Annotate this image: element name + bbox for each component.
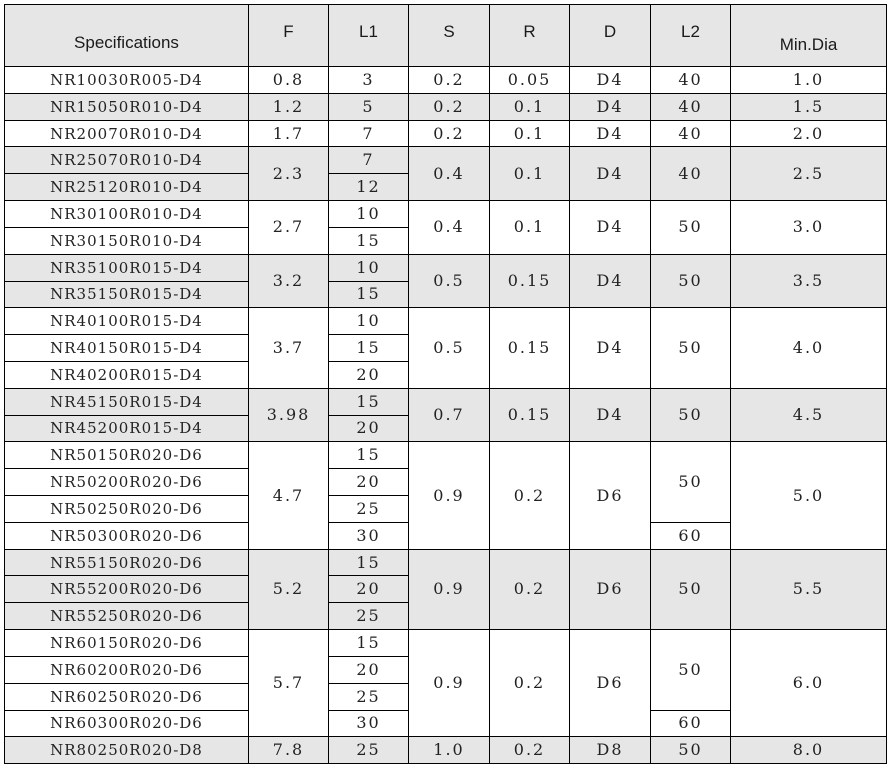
- r-cell: 0.05: [490, 67, 570, 94]
- min-dia-cell: 1.0: [731, 67, 887, 94]
- spec-cell: NR80250R020-D8: [5, 737, 249, 764]
- f-cell: 1.2: [249, 93, 329, 120]
- l1-cell: 20: [329, 415, 409, 442]
- spec-table-wrapper: [4, 4, 887, 764]
- l2-cell: 50: [651, 549, 731, 629]
- f-cell: 2.7: [249, 201, 329, 255]
- spec-cell: NR40200R015-D4: [5, 361, 249, 388]
- min-dia-cell: 8.0: [731, 737, 887, 764]
- spec-cell: NR30150R010-D4: [5, 227, 249, 254]
- table-header: [5, 5, 887, 67]
- table-row: [5, 254, 887, 281]
- header-min-dia: Min.Dia: [731, 5, 887, 67]
- f-cell: 3.2: [249, 254, 329, 308]
- l2-cell: 50: [651, 201, 731, 255]
- s-cell: 0.9: [409, 549, 490, 629]
- d-cell: D8: [570, 737, 651, 764]
- header-l1: L1: [329, 5, 409, 67]
- l1-cell: 20: [329, 361, 409, 388]
- spec-cell: NR25070R010-D4: [5, 147, 249, 174]
- spec-cell: NR50300R020-D6: [5, 522, 249, 549]
- r-cell: 0.2: [490, 549, 570, 629]
- spec-cell: NR50150R020-D6: [5, 442, 249, 469]
- l2-cell: 40: [651, 147, 731, 201]
- d-cell: D4: [570, 388, 651, 442]
- l2-cell: 40: [651, 93, 731, 120]
- l2-cell: 50: [651, 388, 731, 442]
- s-cell: 0.5: [409, 254, 490, 308]
- header-row: [5, 5, 887, 67]
- l2-cell: 40: [651, 67, 731, 94]
- l1-cell: 30: [329, 710, 409, 737]
- l1-cell: 15: [329, 549, 409, 576]
- f-cell: 3.98: [249, 388, 329, 442]
- min-dia-cell: 2.5: [731, 147, 887, 201]
- s-cell: 0.5: [409, 308, 490, 388]
- s-cell: 0.4: [409, 147, 490, 201]
- r-cell: 0.1: [490, 147, 570, 201]
- s-cell: 0.9: [409, 630, 490, 737]
- f-cell: 3.7: [249, 308, 329, 388]
- spec-cell: NR60200R020-D6: [5, 656, 249, 683]
- r-cell: 0.15: [490, 254, 570, 308]
- d-cell: D4: [570, 147, 651, 201]
- min-dia-cell: 3.0: [731, 201, 887, 255]
- l2-cell: 50: [651, 630, 731, 710]
- s-cell: 0.2: [409, 93, 490, 120]
- r-cell: 0.1: [490, 120, 570, 147]
- spec-cell: NR35100R015-D4: [5, 254, 249, 281]
- l1-cell: 7: [329, 147, 409, 174]
- l2-cell: 60: [651, 522, 731, 549]
- r-cell: 0.1: [490, 201, 570, 255]
- spec-cell: NR10030R005-D4: [5, 67, 249, 94]
- spec-cell: NR40150R015-D4: [5, 335, 249, 362]
- r-cell: 0.15: [490, 388, 570, 442]
- l1-cell: 3: [329, 67, 409, 94]
- s-cell: 0.2: [409, 120, 490, 147]
- table-row: [5, 93, 887, 120]
- s-cell: 1.0: [409, 737, 490, 764]
- spec-cell: NR35150R015-D4: [5, 281, 249, 308]
- spec-cell: NR55250R020-D6: [5, 603, 249, 630]
- f-cell: 2.3: [249, 147, 329, 201]
- f-cell: 5.2: [249, 549, 329, 629]
- table-row: [5, 442, 887, 469]
- d-cell: D6: [570, 630, 651, 737]
- spec-cell: NR60250R020-D6: [5, 683, 249, 710]
- header-specifications: Specifications: [5, 5, 249, 67]
- d-cell: D4: [570, 120, 651, 147]
- min-dia-cell: 2.0: [731, 120, 887, 147]
- l1-cell: 15: [329, 281, 409, 308]
- table-row: [5, 147, 887, 174]
- header-f: F: [249, 5, 329, 67]
- l1-cell: 15: [329, 630, 409, 657]
- l1-cell: 10: [329, 201, 409, 228]
- l2-cell: 50: [651, 737, 731, 764]
- r-cell: 0.1: [490, 93, 570, 120]
- s-cell: 0.7: [409, 388, 490, 442]
- l1-cell: 10: [329, 254, 409, 281]
- d-cell: D4: [570, 201, 651, 255]
- l2-cell: 50: [651, 442, 731, 522]
- min-dia-cell: 5.0: [731, 442, 887, 549]
- s-cell: 0.4: [409, 201, 490, 255]
- spec-cell: NR55200R020-D6: [5, 576, 249, 603]
- s-cell: 0.9: [409, 442, 490, 549]
- spec-cell: NR40100R015-D4: [5, 308, 249, 335]
- table-row: [5, 120, 887, 147]
- l1-cell: 30: [329, 522, 409, 549]
- r-cell: 0.2: [490, 737, 570, 764]
- f-cell: 1.7: [249, 120, 329, 147]
- l1-cell: 15: [329, 388, 409, 415]
- d-cell: D6: [570, 442, 651, 549]
- l1-cell: 10: [329, 308, 409, 335]
- l1-cell: 5: [329, 93, 409, 120]
- min-dia-cell: 4.5: [731, 388, 887, 442]
- header-r: R: [490, 5, 570, 67]
- l1-cell: 25: [329, 683, 409, 710]
- d-cell: D6: [570, 549, 651, 629]
- l2-cell: 60: [651, 710, 731, 737]
- s-cell: 0.2: [409, 67, 490, 94]
- table-row: [5, 549, 887, 576]
- spec-cell: NR45150R015-D4: [5, 388, 249, 415]
- min-dia-cell: 1.5: [731, 93, 887, 120]
- spec-cell: NR55150R020-D6: [5, 549, 249, 576]
- spec-cell: NR30100R010-D4: [5, 201, 249, 228]
- min-dia-cell: 6.0: [731, 630, 887, 737]
- r-cell: 0.2: [490, 630, 570, 737]
- d-cell: D4: [570, 93, 651, 120]
- l1-cell: 25: [329, 737, 409, 764]
- l1-cell: 25: [329, 496, 409, 523]
- l1-cell: 15: [329, 335, 409, 362]
- l2-cell: 50: [651, 254, 731, 308]
- header-d: D: [570, 5, 651, 67]
- l2-cell: 40: [651, 120, 731, 147]
- spec-cell: NR50200R020-D6: [5, 469, 249, 496]
- specifications-table: [4, 4, 887, 764]
- header-l2: L2: [651, 5, 731, 67]
- spec-cell: NR50250R020-D6: [5, 496, 249, 523]
- spec-cell: NR60300R020-D6: [5, 710, 249, 737]
- d-cell: D4: [570, 254, 651, 308]
- r-cell: 0.15: [490, 308, 570, 388]
- table-row: [5, 388, 887, 415]
- table-row: [5, 201, 887, 228]
- table-row: [5, 308, 887, 335]
- min-dia-cell: 3.5: [731, 254, 887, 308]
- spec-cell: NR15050R010-D4: [5, 93, 249, 120]
- l1-cell: 20: [329, 469, 409, 496]
- l2-cell: 50: [651, 308, 731, 388]
- f-cell: 0.8: [249, 67, 329, 94]
- table-row: [5, 737, 887, 764]
- l1-cell: 15: [329, 442, 409, 469]
- header-s: S: [409, 5, 490, 67]
- min-dia-cell: 4.0: [731, 308, 887, 388]
- d-cell: D4: [570, 308, 651, 388]
- l1-cell: 12: [329, 174, 409, 201]
- l1-cell: 15: [329, 227, 409, 254]
- l1-cell: 20: [329, 656, 409, 683]
- table-row: [5, 67, 887, 94]
- table-body: [5, 67, 887, 764]
- l1-cell: 20: [329, 576, 409, 603]
- spec-cell: NR45200R015-D4: [5, 415, 249, 442]
- spec-cell: NR25120R010-D4: [5, 174, 249, 201]
- d-cell: D4: [570, 67, 651, 94]
- f-cell: 7.8: [249, 737, 329, 764]
- r-cell: 0.2: [490, 442, 570, 549]
- spec-cell: NR20070R010-D4: [5, 120, 249, 147]
- l1-cell: 7: [329, 120, 409, 147]
- f-cell: 4.7: [249, 442, 329, 549]
- f-cell: 5.7: [249, 630, 329, 737]
- spec-cell: NR60150R020-D6: [5, 630, 249, 657]
- l1-cell: 25: [329, 603, 409, 630]
- table-row: [5, 630, 887, 657]
- min-dia-cell: 5.5: [731, 549, 887, 629]
